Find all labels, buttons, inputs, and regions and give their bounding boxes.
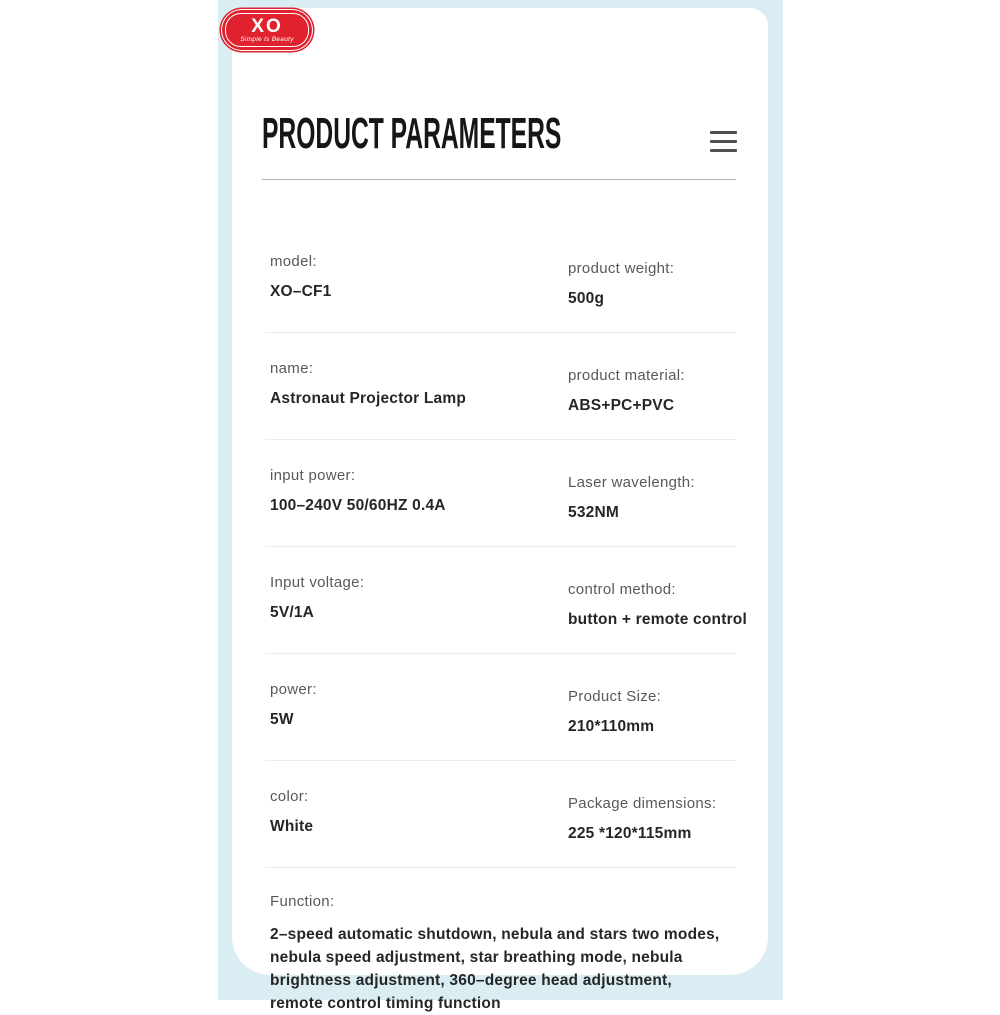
spec-label: Package dimensions: xyxy=(568,795,717,812)
spec-cell xyxy=(568,686,768,738)
spec-value: 5V/1A xyxy=(270,604,315,621)
xo-logo xyxy=(222,10,312,50)
spec-label: name: xyxy=(270,360,314,377)
function-text-line: remote control timing function xyxy=(270,995,501,1012)
spec-cell xyxy=(270,786,568,845)
spec-row-name-material xyxy=(270,333,768,417)
spec-cell xyxy=(568,579,768,631)
hamburger-menu-icon[interactable] xyxy=(710,131,737,152)
spec-row-color-package xyxy=(270,761,768,845)
menu-line xyxy=(710,131,737,134)
menu-line xyxy=(710,140,737,143)
spec-value: 532NM xyxy=(568,504,619,521)
spec-rows xyxy=(232,180,768,868)
function-text xyxy=(270,923,768,1015)
function-text-line: 2–speed automatic shutdown, nebula and stars two modes, xyxy=(270,926,720,943)
spec-label: input power: xyxy=(270,467,356,484)
spec-cell xyxy=(270,251,568,310)
spec-cell xyxy=(270,679,568,738)
spec-value: XO–CF1 xyxy=(270,283,332,300)
spec-label: model: xyxy=(270,253,317,270)
spec-value: White xyxy=(270,818,314,835)
spec-value: Astronaut Projector Lamp xyxy=(270,390,466,407)
spec-label: control method: xyxy=(568,581,676,598)
spec-cell xyxy=(270,358,568,417)
spec-cell xyxy=(568,793,768,845)
page-title: PRODUCT PARAMETERS xyxy=(262,109,562,158)
spec-label: power: xyxy=(270,681,317,698)
spec-value: 500g xyxy=(568,290,605,307)
product-parameters-card xyxy=(232,8,768,1012)
spec-label: Laser wavelength: xyxy=(568,474,695,491)
function-text-line: brightness adjustment, 360–degree head adjustment, xyxy=(270,972,672,989)
spec-row-power-size xyxy=(270,654,768,738)
row-separator xyxy=(265,867,736,868)
logo-tagline: Simple Is Beauty xyxy=(240,36,294,43)
spec-row-voltage-control xyxy=(270,547,768,631)
spec-label: Input voltage: xyxy=(270,574,365,591)
spec-cell xyxy=(568,472,768,524)
spec-row-model-weight xyxy=(270,180,768,310)
spec-value: 225 *120*115mm xyxy=(568,825,692,842)
spec-value: 210*110mm xyxy=(568,718,655,735)
function-text-line: nebula speed adjustment, star breathing mode, nebula xyxy=(270,949,683,966)
spec-cell xyxy=(270,572,568,631)
spec-label: color: xyxy=(270,788,309,805)
function-label: Function: xyxy=(270,893,335,910)
spec-row-power-wavelength xyxy=(270,440,768,524)
spec-label: Product Size: xyxy=(568,688,662,705)
function-section xyxy=(270,891,768,1015)
spec-value: button + remote control xyxy=(568,611,747,628)
spec-value: 100–240V 50/60HZ 0.4A xyxy=(270,497,446,514)
spec-cell xyxy=(270,465,568,524)
spec-cell xyxy=(568,365,768,417)
logo-text: XO xyxy=(251,16,283,37)
spec-value: 5W xyxy=(270,711,294,728)
menu-line xyxy=(710,149,737,152)
spec-label: product material: xyxy=(568,367,685,384)
spec-cell xyxy=(568,258,768,310)
spec-value: ABS+PC+PVC xyxy=(568,397,675,414)
spec-label: product weight: xyxy=(568,260,675,277)
